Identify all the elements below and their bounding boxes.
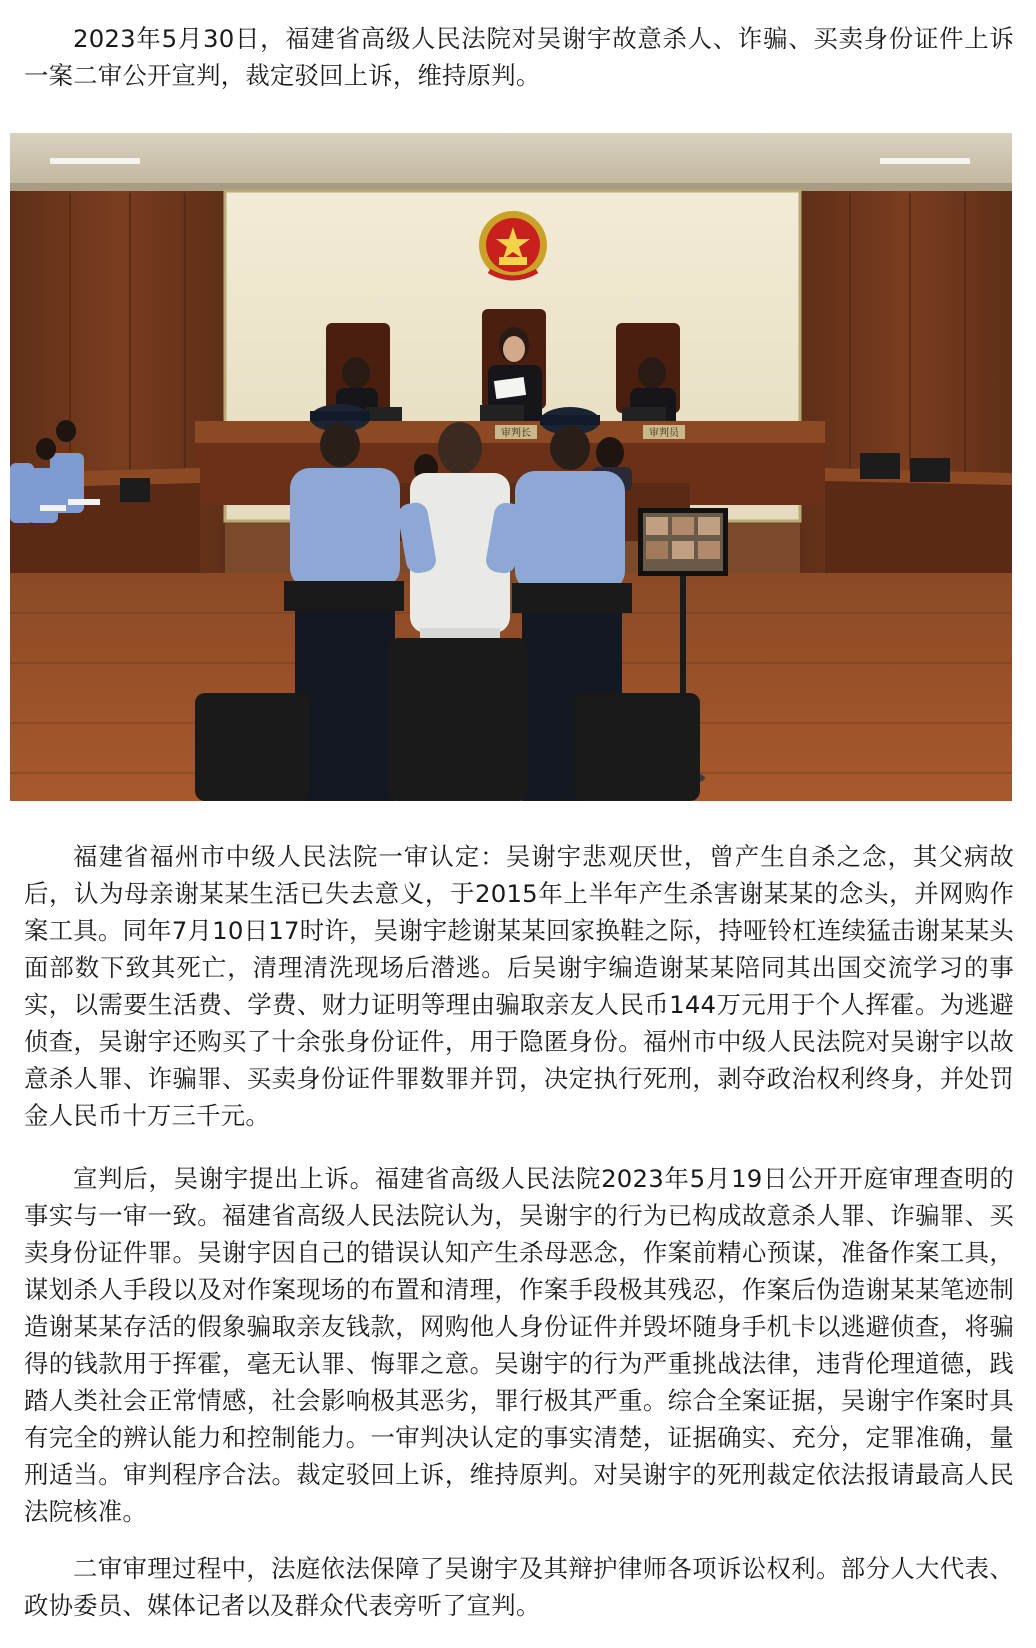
courtroom-photo xyxy=(10,133,1012,801)
appeal-paragraph: 宣判后，吴谢宇提出上诉。福建省高级人民法院2023年5月19日公开开庭审理查明的事实与一审一致。福建省高级人民法院认为，吴谢宇的行为已构成故意杀人罪、诈骗罪、买卖身份证件罪。吴谢宇因自己的错误认知产生杀母恶念，作案前精心预谋，准备作案工具，谋划杀人手段以及对作案现场的布置和清理，作案手段极其残忍，作案后伪造谢某某笔迹制造谢某某存活的假象骗取亲友钱款，网购他人身份证件并毁坏随身手机卡以逃避侦查，将骗得的钱款用于挥霍，毫无认罪、悔罪之意。吴谢宇的行为严重挑战法律，违背伦理道德，践踏人类社会正常情感，社会影响极其恶劣，罪行极其严重。综合全案证据，吴谢宇作案时具有完全的辨认能力和控制能力。一审判决认定的事实清楚，证据确实、充分，定罪准确，量刑适当。审判程序合法。裁定驳回上诉，维持原判。对吴谢宇的死刑裁定依法报请最高人民法院核准。 xyxy=(24,1164,1014,1526)
trial-process-paragraph: 二审审理过程中，法庭依法保障了吴谢宇及其辩护律师各项诉讼权利。部分人大代表、政协委员、媒体记者以及群众代表旁听了宣判。 xyxy=(24,1554,1014,1620)
first-instance-paragraph: 福建省福州市中级人民法院一审认定：吴谢宇悲观厌世，曾产生自杀之念，其父病故后，认为母亲谢某某生活已失去意义，于2015年上半年产生杀害谢某某的念头，并网购作案工具。同年7月10日17时许，吴谢宇趁谢某某回家换鞋之际，持哑铃杠连续猛击谢某某头面部数下致其死亡，清理清洗现场后潜逃。后吴谢宇编造谢某某陪同其出国交流学习的事实，以需要生活费、学费、财力证明等理由骗取亲友人民币144万元用于个人挥霍。为逃避侦查，吴谢宇还购买了十余张身份证件，用于隐匿身份。福州市中级人民法院对吴谢宇以故意杀人罪、诈骗罪、买卖身份证件罪数罪并罚，决定执行死刑，剥夺政治权利终身，并处罚金人民币十万三千元。 xyxy=(24,842,1014,1130)
intro-paragraph: 2023年5月30日，福建省高级人民法院对吴谢宇故意杀人、诈骗、买卖身份证件上诉一案二审公开宣判，裁定驳回上诉，维持原判。 xyxy=(24,24,1014,90)
nameplate-chief-judge: 审判长 xyxy=(501,428,531,439)
nameplate-judge: 审判员 xyxy=(649,428,679,439)
